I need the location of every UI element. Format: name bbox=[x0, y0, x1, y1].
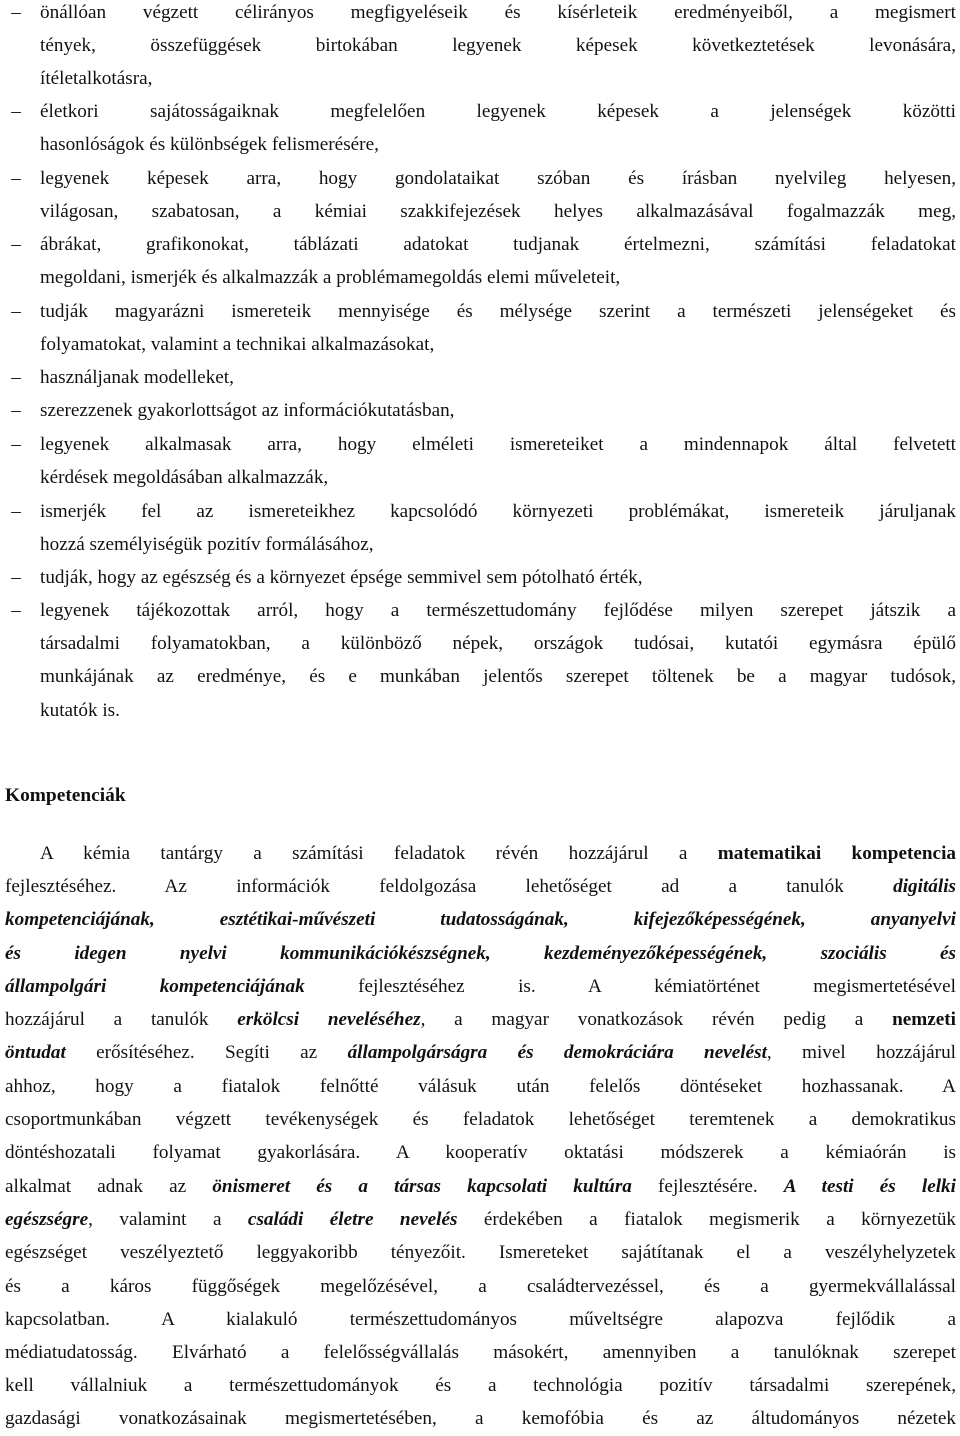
list-item-line: tudják, hogy az egészség és a környezet épsége semmivel sem pótolható érték, bbox=[40, 567, 643, 588]
paragraph-line: állampolgári kompetenciájának fejlesztéséhez is. A kémiatörténet megismertetésével bbox=[5, 976, 956, 997]
list-item-line: legyenek képesek arra, hogy gondolataikat szóban és írásban nyelvileg helyesen, bbox=[40, 168, 956, 189]
list-item-line: munkájának az eredménye, és e munkában jelentős szerepet töltenek be a magyar tudósok, bbox=[40, 666, 956, 687]
list-item-line: szerezzenek gyakorlottságot az információkutatásban, bbox=[40, 400, 455, 421]
list-item-line: társadalmi folyamatokban, a különböző népek, országok tudósai, kutatói egymásra épülő bbox=[40, 633, 956, 654]
dash-bullet-icon: – bbox=[11, 600, 21, 621]
list-item-line: ismerjék fel az ismereteikhez kapcsolódó környezeti problémákat, ismereteik járuljanak bbox=[40, 501, 956, 522]
dash-bullet-icon: – bbox=[11, 234, 21, 255]
list-item-line: világosan, szabatosan, a kémiai szakkifejezések helyes alkalmazásával fogalmazzák meg, bbox=[40, 201, 956, 222]
paragraph-line: A kémia tantárgy a számítási feladatok révén hozzájárul a matematikai kompetencia bbox=[40, 843, 956, 864]
list-item bbox=[0, 162, 960, 228]
list-item bbox=[0, 228, 960, 294]
list-item-line: legyenek alkalmasak arra, hogy elméleti ismereteiket a mindennapok által felvetett bbox=[40, 434, 956, 455]
paragraph-line: egészségre, valamint a családi életre nevelés érdekében a fiatalok megismerik a környezetük bbox=[5, 1209, 957, 1230]
list-item bbox=[0, 95, 960, 161]
section-heading: Kompetenciák bbox=[5, 785, 126, 806]
list-item-line: életkori sajátosságaiknak megfelelően legyenek képesek a jelenségek közötti bbox=[40, 101, 956, 122]
list-item-line: kérdések megoldásában alkalmazzák, bbox=[40, 467, 329, 488]
paragraph-line: kell vállalniuk a természettudományok és a technológia pozitív társadalmi szerepének, bbox=[5, 1375, 956, 1396]
dash-bullet-icon: – bbox=[11, 501, 21, 522]
list-item-line: megoldani, ismerjék és alkalmazzák a problémamegoldás elemi műveleteit, bbox=[40, 267, 621, 288]
paragraph-line: gazdasági vonatkozásainak megismertetésében, a kemofóbia és az áltudományos nézetek bbox=[5, 1408, 956, 1429]
dash-bullet-icon: – bbox=[11, 301, 21, 322]
list-item-line: kutatók is. bbox=[40, 700, 120, 721]
list-item-line: hasonlóságok és különbségek felismerésére, bbox=[40, 134, 379, 155]
paragraph-line: ahhoz, hogy a fiatalok felnőtté válásuk után felelős döntéseket hozhassanak. A bbox=[5, 1076, 956, 1097]
list-item-line: ábrákat, grafikonokat, táblázati adatokat tudjanak értelmezni, számítási feladatokat bbox=[40, 234, 956, 255]
dash-bullet-icon: – bbox=[11, 367, 21, 388]
dash-bullet-icon: – bbox=[11, 2, 21, 23]
list-item-line: legyenek tájékozottak arról, hogy a természettudomány fejlődése milyen szerepet játszik a bbox=[40, 600, 956, 621]
paragraph-line: fejlesztéséhez. Az információk feldolgozása lehetőséget ad a tanulók digitális bbox=[5, 876, 956, 897]
list-item-line: önállóan végzett célirányos megfigyeléseik és kísérleteik eredményeiből, a megismert bbox=[40, 2, 956, 23]
list-item bbox=[0, 428, 960, 494]
paragraph-line: és idegen nyelvi kommunikációkészségnek, kezdeményezőképességének, szociális és bbox=[5, 943, 956, 964]
dash-bullet-icon: – bbox=[11, 101, 21, 122]
paragraph-line: hozzájárul a tanulók erkölcsi neveléséhez, a magyar vonatkozások révén pedig a nemzeti bbox=[5, 1009, 957, 1030]
paragraph-line: kapcsolatban. A kialakuló természettudományos műveltségre alapozva fejlődik a bbox=[5, 1309, 956, 1330]
list-item-line: hozzá személyiségük pozitív formálásához, bbox=[40, 534, 374, 555]
paragraph-line: öntudat erősítéséhez. Segíti az állampolgárságra és demokráciára nevelést, mivel hozzájárul bbox=[5, 1042, 956, 1063]
paragraph-line: egészséget veszélyeztető leggyakoribb tényezőit. Ismereteket sajátítanak el a veszélyhelyzetek bbox=[5, 1242, 956, 1263]
list-item bbox=[0, 594, 960, 726]
list-item bbox=[0, 495, 960, 561]
paragraph-line: alkalmat adnak az önismeret és a társas kapcsolati kultúra fejlesztésére. A testi és lelki bbox=[5, 1176, 956, 1197]
list-item bbox=[0, 394, 960, 427]
dash-bullet-icon: – bbox=[11, 567, 21, 588]
list-item-line: használjanak modelleket, bbox=[40, 367, 234, 388]
list-item bbox=[0, 561, 960, 594]
list-item-line: tudják magyarázni ismereteik mennyisége és mélysége szerint a természeti jelenségeket és bbox=[40, 301, 956, 322]
dash-bullet-icon: – bbox=[11, 400, 21, 421]
dash-bullet-icon: – bbox=[11, 434, 21, 455]
list-item bbox=[0, 361, 960, 394]
paragraph-line: és a káros függőségek megelőzésével, a családtervezéssel, és a gyermekvállalással bbox=[5, 1276, 956, 1297]
paragraph-line: médiatudatosság. Elvárható a felelősségvállalás másokért, amennyiben a tanulóknak szerepet bbox=[5, 1342, 956, 1363]
paragraph-line: csoportmunkában végzett tevékenységek és feladatok lehetőséget teremtenek a demokratikus bbox=[5, 1109, 956, 1130]
list-item-line: ítéletalkotásra, bbox=[40, 68, 153, 89]
list-item bbox=[0, 295, 960, 361]
dash-bullet-icon: – bbox=[11, 168, 21, 189]
list-item-line: tények, összefüggések birtokában legyenek képesek következtetések levonására, bbox=[40, 35, 956, 56]
paragraph-line: kompetenciájának, esztétikai-művészeti tudatosságának, kifejezőképességének, anyanyelvi bbox=[5, 909, 956, 930]
paragraph-line: döntéshozatali folyamat gyakorlására. A kooperatív oktatási módszerek a kémiaórán is bbox=[5, 1142, 956, 1163]
list-item-line: folyamatokat, valamint a technikai alkalmazásokat, bbox=[40, 334, 435, 355]
list-item bbox=[0, 0, 960, 95]
